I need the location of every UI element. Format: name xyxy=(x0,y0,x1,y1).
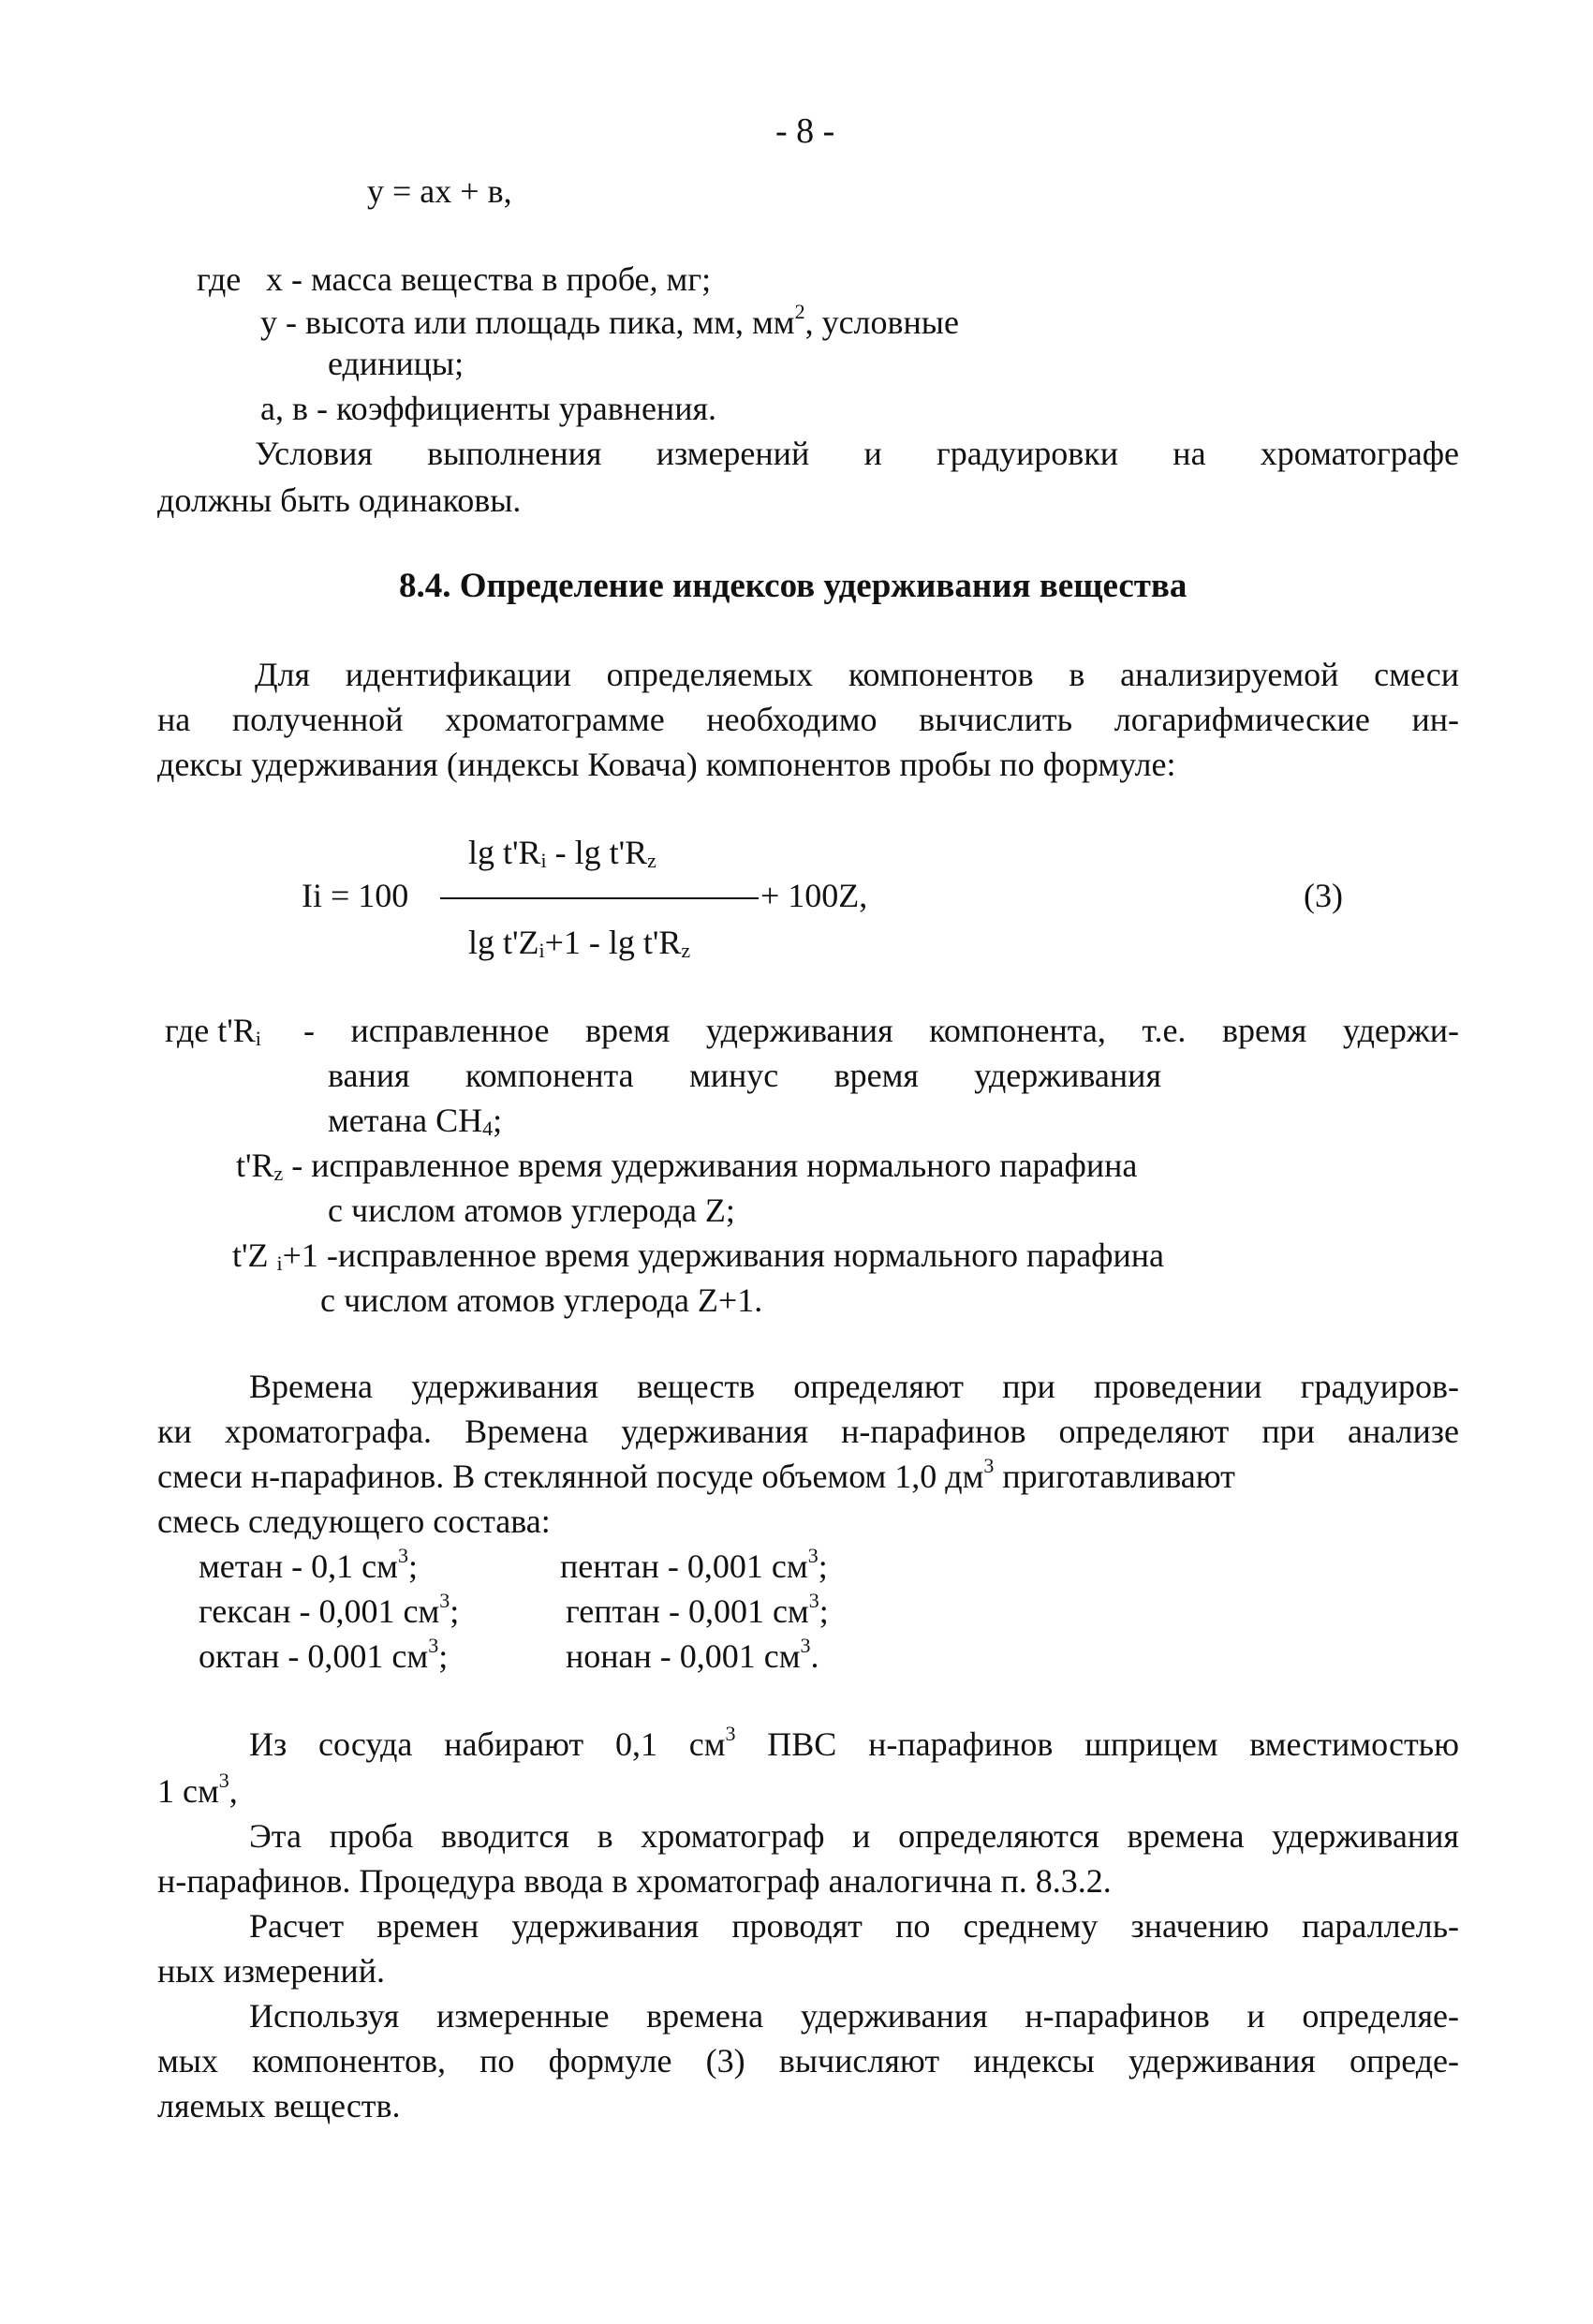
calc-line-1: Расчет времен удерживания проводят по среднему значению параллель- xyxy=(249,1907,1459,1945)
times-line-3-sup: 3 xyxy=(983,1454,995,1477)
denominator-sub-i: i xyxy=(538,939,545,962)
mix-octane-end: ; xyxy=(438,1637,449,1675)
mix-octane-sup: 3 xyxy=(428,1634,439,1657)
def2-line-2: с числом атомов углерода Z; xyxy=(328,1192,735,1229)
definition-ab: а, в - коэффициенты уравнения. xyxy=(260,390,717,427)
intro-line-3: дексы удерживания (индексы Ковача) компонентов пробы по формуле: xyxy=(157,746,1176,783)
times-line-4: смесь следующего состава: xyxy=(157,1502,551,1540)
formula-denominator xyxy=(468,922,690,963)
def1-line-3 xyxy=(328,1100,502,1141)
calc-line-2: ных измерений. xyxy=(157,1952,385,1990)
mix-hexane-end: ; xyxy=(450,1592,460,1630)
mix-heptane: гептан - 0,001 см xyxy=(566,1592,809,1630)
def3-label-text: t'Z xyxy=(232,1236,269,1274)
times-line-3-text: смеси н-парафинов. В стеклянной посуде объемом 1,0 дм xyxy=(157,1458,984,1495)
final-line-2: мых компонентов, по формуле (3) вычисляют индексы удерживания опреде- xyxy=(157,2042,1459,2080)
def1-line-3-text: метана CH xyxy=(328,1102,483,1139)
mix-methane: метан - 0,1 см xyxy=(199,1547,398,1585)
def3-label-sub: i xyxy=(276,1251,283,1275)
definition-y-continued: единицы; xyxy=(328,345,465,382)
definition-y-sup: 2 xyxy=(794,300,805,323)
mix-row-3-left xyxy=(199,1636,448,1677)
mix-methane-sup: 3 xyxy=(397,1544,408,1567)
numerator-term-a: lg t'R xyxy=(468,834,541,871)
final-line-3: ляемых веществ. xyxy=(157,2087,401,2124)
section-heading: 8.4. Определение индексов удерживания вещества xyxy=(399,567,1187,605)
def3-line-2: с числом атомов углерода Z+1. xyxy=(320,1281,763,1319)
mix-pentane-sup: 3 xyxy=(807,1544,819,1567)
equation-linear: y = ax + в, xyxy=(367,172,512,210)
def2-line-1: - исправленное время удерживания нормального парафина xyxy=(283,1147,1138,1184)
mix-heptane-sup: 3 xyxy=(808,1589,819,1612)
mix-row-2-right xyxy=(566,1591,829,1632)
mix-nonane-end: . xyxy=(810,1637,819,1675)
formula-number: (3) xyxy=(1304,877,1343,914)
mix-heptane-end: ; xyxy=(819,1592,829,1630)
def1-line-3-sub: 4 xyxy=(482,1117,494,1140)
definition-y-text-end: , условные xyxy=(804,303,959,341)
formula-lhs: Ii = 100 xyxy=(302,877,409,914)
where-label: где xyxy=(197,260,242,298)
draw-line-2-text: 1 см xyxy=(157,1772,219,1810)
definition-y xyxy=(260,302,959,343)
def1-line-3-end: ; xyxy=(493,1102,503,1139)
mix-hexane: гексан - 0,001 см xyxy=(199,1592,440,1630)
def1-line-1: - исправленное время удерживания компонента, т.е. время удержи- xyxy=(303,1012,1459,1049)
mix-octane: октан - 0,001 см xyxy=(199,1637,429,1675)
draw-line-2-end: , xyxy=(229,1772,238,1810)
draw-line-1-text: Из сосуда набирают 0,1 см xyxy=(249,1725,726,1763)
denominator-term-b: +1 - lg t'R xyxy=(544,924,682,961)
draw-line-2-sup: 3 xyxy=(218,1769,229,1792)
mix-hexane-sup: 3 xyxy=(439,1589,450,1612)
mix-pentane-end: ; xyxy=(818,1547,828,1585)
intro-line-1: Для идентификации определяемых компонентов в анализируемой смеси xyxy=(255,656,1459,693)
numerator-term-b: - lg t'R xyxy=(546,834,648,871)
denominator-sub-z: z xyxy=(681,939,691,962)
def2-label xyxy=(236,1145,1137,1186)
times-line-3-end: приготавливают xyxy=(994,1458,1235,1495)
times-line-3 xyxy=(157,1456,1459,1497)
mix-row-1-right xyxy=(560,1546,828,1587)
formula-numerator xyxy=(468,832,656,873)
mix-nonane-sup: 3 xyxy=(800,1634,811,1657)
mix-row-3-right xyxy=(566,1636,819,1677)
mix-nonane: нонан - 0,001 см xyxy=(566,1637,801,1675)
def2-label-sub: z xyxy=(273,1162,284,1185)
def1-label-text: где t'R xyxy=(165,1012,256,1049)
def3-label xyxy=(232,1235,1164,1276)
draw-line-1 xyxy=(249,1724,1459,1765)
final-line-1: Используя измеренные времена удерживания н-парафинов и определяе- xyxy=(249,1997,1459,2035)
def1-label xyxy=(165,1010,261,1051)
mix-row-1-left xyxy=(199,1546,418,1587)
times-line-1: Времена удерживания веществ определяют при проведении градуиров- xyxy=(249,1368,1459,1405)
mix-pentane: пентан - 0,001 см xyxy=(560,1547,808,1585)
draw-line-1-sup: 3 xyxy=(725,1722,736,1745)
definition-y-text: y - высота или площадь пика, мм, мм xyxy=(260,303,795,341)
def1-label-sub: i xyxy=(255,1027,261,1050)
mix-methane-end: ; xyxy=(407,1547,418,1585)
draw-line-2 xyxy=(157,1770,238,1812)
conditions-line-2: должны быть одинаковы. xyxy=(157,481,522,519)
fraction-bar xyxy=(440,897,759,899)
numerator-sub-i: i xyxy=(540,849,547,872)
def3-line-1: +1 -исправленное время удерживания нормального парафина xyxy=(282,1236,1165,1274)
denominator-term-a: lg t'Z xyxy=(468,924,539,961)
formula-rhs: + 100Z, xyxy=(760,877,868,914)
probe-line-2: н-парафинов. Процедура ввода в хроматограф аналогична п. 8.3.2. xyxy=(157,1862,1112,1900)
times-line-2: ки хроматографа. Времена удерживания н-парафинов определяют при анализе xyxy=(157,1413,1459,1450)
numerator-sub-z: z xyxy=(647,849,656,872)
conditions-line-1: Условия выполнения измерений и градуировки на хроматографе xyxy=(255,435,1459,472)
draw-line-1-end: ПВС н-парафинов шприцем вместимостью xyxy=(735,1725,1459,1763)
def2-label-text: t'R xyxy=(236,1147,274,1184)
definition-x: x - масса вещества в пробе, мг; xyxy=(266,260,712,298)
intro-line-2: на полученной хроматограмме необходимо вычислить логарифмические ин- xyxy=(157,701,1459,738)
page-number: - 8 - xyxy=(775,111,835,151)
probe-line-1: Эта проба вводится в хроматограф и определяются времена удерживания xyxy=(249,1817,1459,1855)
mix-row-2-left xyxy=(199,1591,459,1632)
def1-line-2: вания компонента минус время удерживания xyxy=(328,1057,1161,1094)
